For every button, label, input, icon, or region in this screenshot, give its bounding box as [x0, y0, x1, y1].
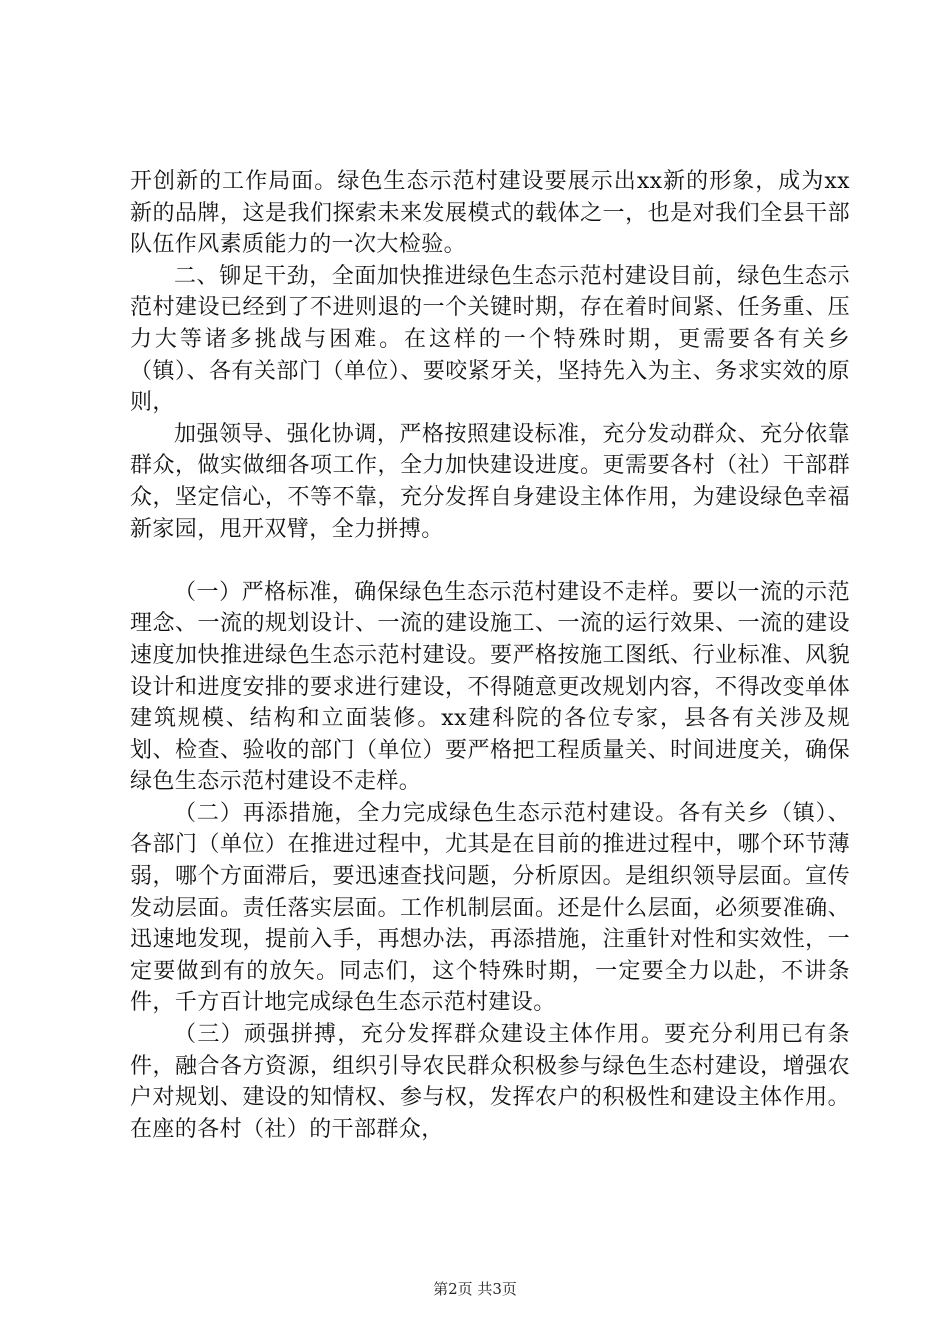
paragraph-item-three: （三）顽强拼搏，充分发挥群众建设主体作用。要充分利用已有条件，融合各方资源，组织引导农民群众积极参与绿色生态村建设，增强农户对规划、建设的知情权、参与权，发挥农户的积极性和建设主体作用。在座的各村（社）的干部群众， [130, 1022, 850, 1142]
paragraph-item-two: （二）再添措施，全力完成绿色生态示范村建设。各有关乡（镇）、各部门（单位）在推进过程中，尤其是在目前的推进过程中，哪个环节薄弱，哪个方面滞后，要迅速查找问题，分析原因。是组织领导层面。宣传发动层面。责任落实层面。工作机制层面。还是什么层面，必须要准确、迅速地发现，提前入手，再想办法，再添措施，注重针对性和实效性，一定要做到有的放矢。同志们，这个特殊时期，一定要全力以赴，不讲条件，千方百计地完成绿色生态示范村建设。 [130, 800, 850, 1016]
page-footer: 第2页 共3页 [433, 1280, 517, 1298]
document-body [130, 166, 850, 1145]
paragraph-item-one: （一）严格标准，确保绿色生态示范村建设不走样。要以一流的示范理念、一流的规划设计、一流的建设施工、一流的运行效果、一流的建设速度加快推进绿色生态示范村建设。要严格按施工图纸、行业标准、风貌设计和进度安排的要求进行建设，不得随意更改规划内容，不得改变单体建筑规模、结构和立面装修。xx建科院的各位专家，县各有关涉及规划、检查、验收的部门（单位）要严格把工程质量关、时间进度关，确保绿色生态示范村建设不走样。 [130, 579, 850, 795]
paragraph-continuation: 开创新的工作局面。绿色生态示范村建设要展示出xx新的形象，成为xx新的品牌，这是我们探索未来发展模式的载体之一，也是对我们全县干部队伍作风素质能力的一次大检验。 [130, 169, 850, 258]
paragraph-section-two: 二、铆足干劲，全面加快推进绿色生态示范村建设目前，绿色生态示范村建设已经到了不进则退的一个关键时期，存在着时间紧、任务重、压力大等诸多挑战与困难。在这样的一个特殊时期，更需要各有关乡（镇）、各有关部门（单位）、要咬紧牙关，坚持先入为主、务求实效的原则， [130, 263, 850, 416]
paragraph-strengthen-leadership: 加强领导、强化协调，严格按照建设标准，充分发动群众、充分依靠群众，做实做细各项工作，全力加快建设进度。更需要各村（社）干部群众，坚定信心，不等不靠，充分发挥自身建设主体作用，为建设绿色幸福新家园，甩开双臂，全力拼搏。 [130, 421, 850, 542]
